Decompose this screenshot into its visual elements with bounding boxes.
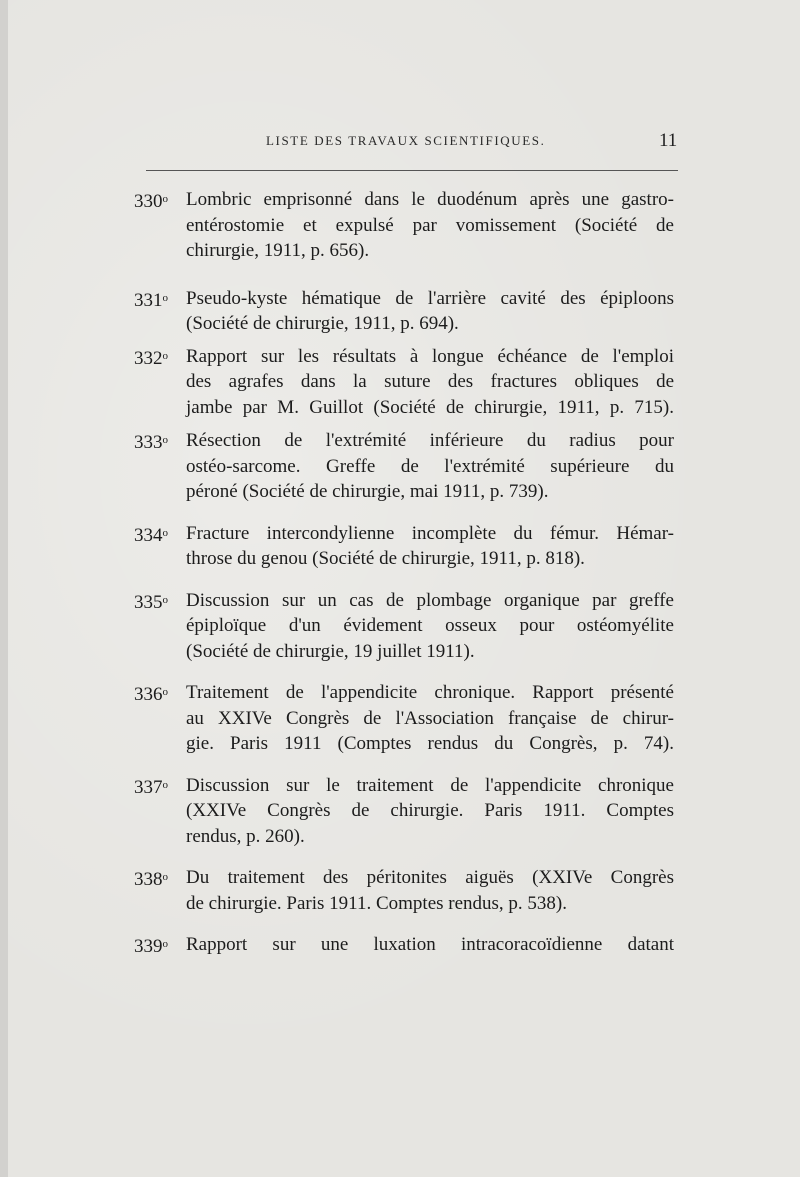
running-title: LISTE DES TRAVAUX SCIENTIFIQUES. (266, 133, 546, 148)
entry-line: gie. Paris 1911 (Comptes rendus du Congrès, p. 74). (186, 733, 674, 754)
entry-number: 331$^o$ (134, 289, 168, 311)
entry-line: Discussion sur le traitement de l'appendicite chronique (186, 774, 674, 796)
entry-text (186, 344, 674, 421)
entry-line: (Société de chirurgie, 19 juillet 1911). (186, 640, 475, 662)
entry-text (186, 865, 674, 916)
entry-number: 332$^o$ (134, 347, 168, 369)
entry-number: 333$^o$ (134, 432, 168, 453)
entry-line: ostéo-sarcome. Greffe de l'extrémité supérieure du (186, 455, 674, 477)
bibliography-entry (134, 286, 674, 337)
entry-number: 339$^o$ (134, 936, 168, 957)
bibliography-entry (134, 428, 674, 505)
entry-text (186, 428, 674, 505)
entry-line: de chirurgie. Paris 1911. Comptes rendus, p. 538). (186, 892, 568, 914)
entry-line: Traitement de l'appendicite chronique. Rapport présenté (186, 682, 674, 703)
entry-line: entérostomie et expulsé par vomissement (Société de (186, 214, 674, 236)
entry-text (186, 680, 674, 757)
entry-line: (XXIVe Congrès de chirurgie. Paris 1911. Comptes (186, 800, 674, 821)
entry-text (186, 187, 674, 264)
entry-line: au XXIVe Congrès de l'Association française de chirur- (186, 707, 674, 729)
entry-line: Fracture intercondylienne incomplète du fémur. Hémar- (186, 522, 674, 544)
entry-line: (Société de chirurgie, 1911, p. 694). (186, 313, 459, 334)
entry-line: Pseudo-kyste hématique de l'arrière cavité des épiploons (186, 287, 674, 309)
entry-line: Discussion sur un cas de plombage organique par greffe (186, 589, 674, 611)
entry-line: épiploïque d'un évidement osseux pour ostéomyélite (186, 615, 674, 636)
entry-line: rendus, p. 260). (186, 825, 305, 847)
entry-line: péroné (Société de chirurgie, mai 1911, p. 739). (186, 481, 549, 502)
entry-line: des agrafes dans la suture des fractures obliques de (186, 371, 674, 392)
entry-number: 336$^o$ (134, 684, 168, 705)
entry-text (186, 521, 674, 572)
bibliography-entry (134, 588, 674, 665)
bibliography-entry (134, 680, 674, 757)
entry-text (186, 588, 674, 665)
bibliography-entry (134, 773, 674, 850)
entry-text (186, 773, 674, 850)
bibliography-entry (134, 865, 674, 916)
entry-number: 330$^o$ (134, 191, 168, 212)
entry-line: Lombric emprisonné dans le duodénum après une gastro- (186, 189, 674, 210)
bibliography-entry (134, 187, 674, 264)
entry-line: Du traitement des péritonites aiguës (XXIVe Congrès (186, 867, 674, 888)
entry-number: 337$^o$ (134, 776, 168, 798)
page-number: 11 (659, 130, 678, 151)
bibliography-entry (134, 344, 674, 421)
entry-number: 338$^o$ (134, 869, 168, 890)
entry-line: throse du genou (Société de chirurgie, 1911, p. 818). (186, 548, 585, 569)
entry-line: jambe par M. Guillot (Société de chirurgie, 1911, p. 715). (186, 396, 674, 418)
entry-text (186, 286, 674, 337)
bibliography-entry (134, 521, 674, 572)
entry-line: Rapport sur une luxation intracoracoïdienne datant (186, 934, 674, 955)
bibliography-entry (134, 932, 674, 960)
entry-number: 334$^o$ (134, 524, 168, 546)
header-rule (146, 170, 678, 171)
entry-line: Rapport sur les résultats à longue échéance de l'emploi (186, 345, 674, 367)
entry-line: chirurgie, 1911, p. 656). (186, 240, 370, 261)
entry-number: 335$^o$ (134, 591, 168, 613)
entry-line: Résection de l'extrémité inférieure du radius pour (186, 430, 674, 451)
entry-text (186, 932, 674, 958)
bibliography-list (134, 187, 674, 960)
